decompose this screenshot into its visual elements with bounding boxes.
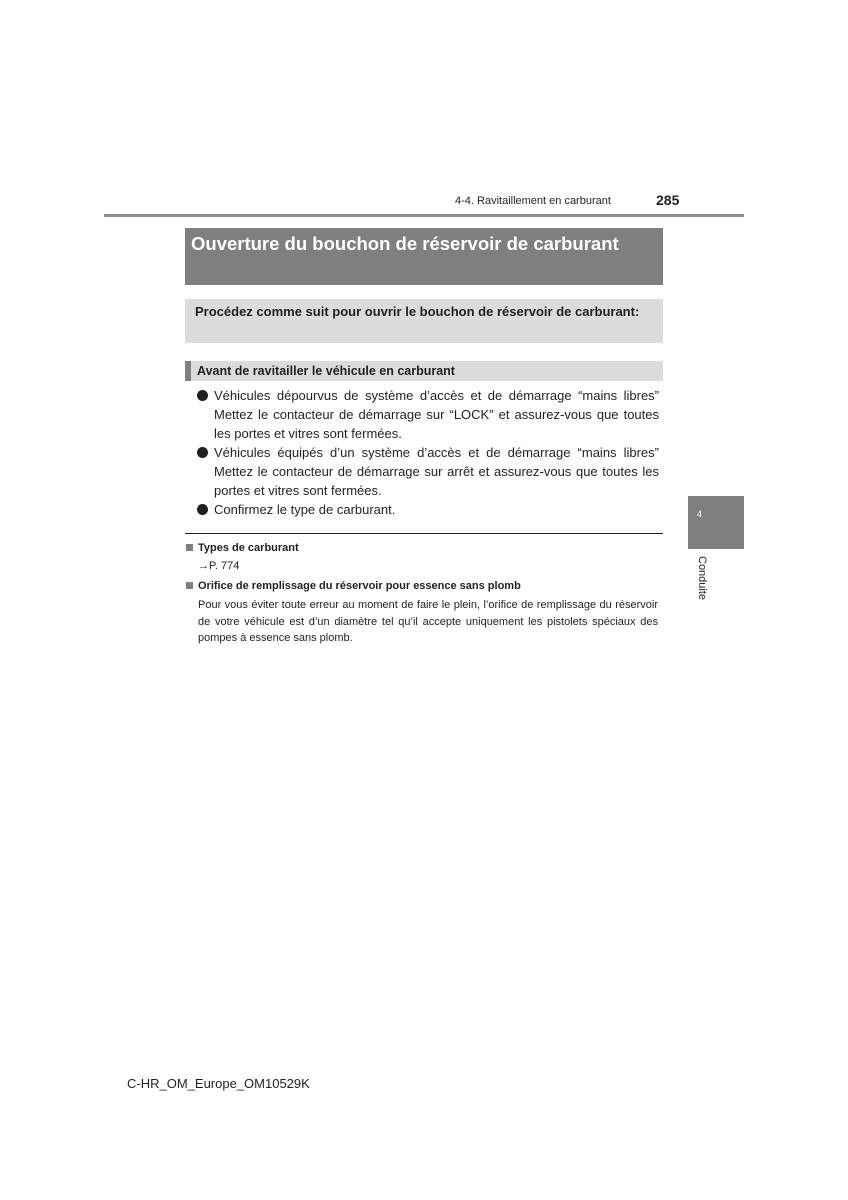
chapter-tab[interactable] [688, 496, 744, 549]
page-reference-text: P. 774 [209, 560, 240, 572]
bullet-dot-icon [197, 447, 208, 458]
list-item-text: Véhicules équipés d’un système d’accès et de démarrage “mains libres” Mettez le contacteur de démarrage sur arrêt et assurez-vous que toutes les portes et vitres sont fermées. [214, 445, 659, 498]
square-bullet-icon [186, 544, 193, 551]
bullet-dot-icon [197, 504, 208, 515]
header-section-title: 4-4. Ravitaillement en carburant [455, 195, 611, 207]
page-title: Ouverture du bouchon de réservoir de carburant [185, 228, 663, 285]
section-divider [185, 533, 663, 534]
note-body: Pour vous éviter toute erreur au moment de faire le plein, l’orifice de remplissage du réservoir de votre véhicule est d’un diamètre tel qu’il accepte uniquement les pistolets spéciaux des pompes à essence sans plomb. [198, 599, 658, 644]
intro-text: Procédez comme suit pour ouvrir le bouchon de réservoir de carburant: [185, 299, 663, 343]
note-heading-text: Orifice de remplissage du réservoir pour essence sans plomb [198, 580, 521, 592]
square-bullet-icon [186, 582, 193, 589]
bullet-list [197, 386, 659, 519]
list-item [197, 500, 659, 519]
header-rule [104, 214, 744, 217]
list-item [197, 443, 659, 500]
section-heading: Avant de ravitailler le véhicule en carburant [185, 361, 663, 381]
note-heading-fuel-types [186, 542, 299, 554]
list-item [197, 386, 659, 443]
chapter-title: Conduite [696, 556, 708, 601]
list-item-text: Véhicules dépourvus de système d’accès et de démarrage “mains libres” Mettez le contacteur de démarrage sur “LOCK” et assurez-vous que toutes les portes et vitres sont fermées. [214, 388, 659, 441]
list-item-text: Confirmez le type de carburant. [214, 502, 396, 517]
note-heading-filler [186, 580, 521, 592]
arrow-right-icon: → [198, 560, 209, 572]
note-heading-text: Types de carburant [198, 542, 299, 554]
page-number: 285 [656, 192, 680, 208]
page-reference[interactable] [198, 560, 239, 572]
document-code: C-HR_OM_Europe_OM10529K [127, 1076, 310, 1091]
chapter-number: 4 [697, 509, 703, 519]
bullet-dot-icon [197, 390, 208, 401]
